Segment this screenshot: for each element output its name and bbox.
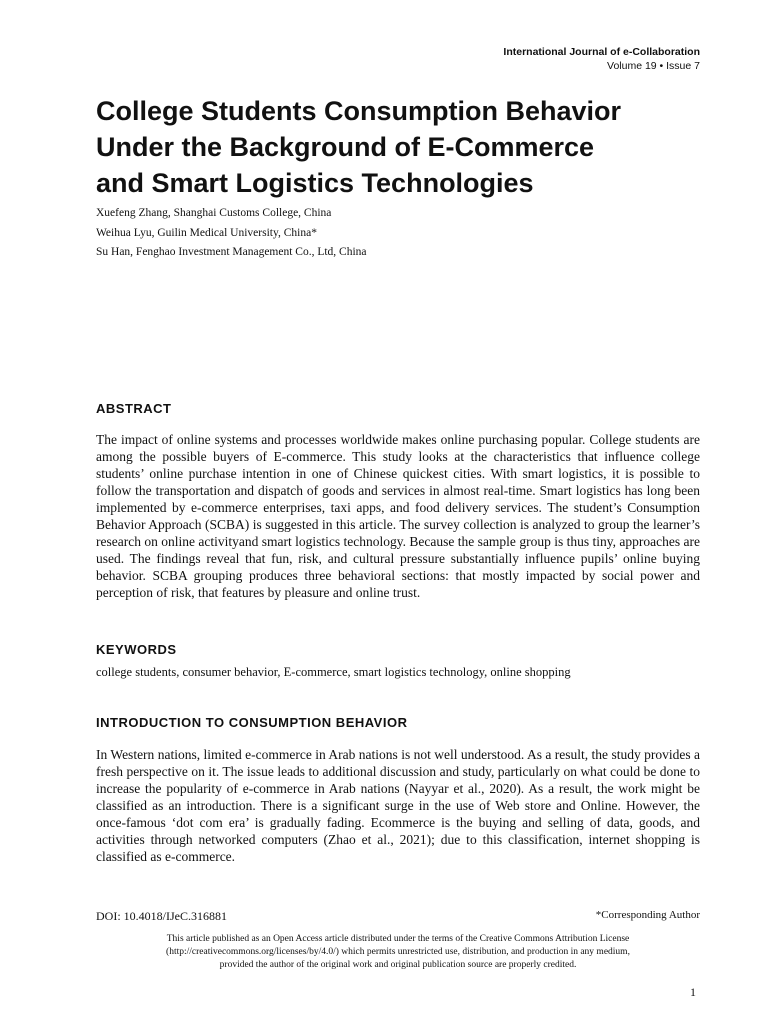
introduction-text: In Western nations, limited e-commerce in Arab nations is not well understood. As a result, the study provides a fresh perspective on it. The issue leads to additional discussion and study, particularly on what could be done to increase the popularity of e-commerce in Arab nations (Nayyar et al., 2020). As a result, the work might be classified as an introduction. There is a significant surge in the use of Web store and Online. However, the once-famous ‘dot com era’ is gradually fading. Ecommerce is the buying and selling of data, goods, and activities through networked computers (Zhao et al., 2021); due to this classification, internet shopping is classified as e-commerce. bbox=[96, 747, 700, 864]
author-list bbox=[96, 204, 367, 263]
paper-title bbox=[96, 93, 696, 201]
journal-name: International Journal of e-Collaboration bbox=[503, 46, 700, 58]
keywords-text: college students, consumer behavior, E-commerce, smart logistics technology, online shopping bbox=[96, 665, 571, 679]
volume-issue: Volume 19 • Issue 7 bbox=[607, 60, 700, 72]
abstract-text: The impact of online systems and processes worldwide makes online purchasing popular. College students are among the possible buyers of E-commerce. This study looks at the characteristics that influence college students’ online purchase intention in one of Chinese quickest cities. With smart logistics, it is possible to follow the transportation and dispatch of goods and services in almost real-time. Smart logistics has long been implemented by e-commerce enterprises, taxi apps, and food delivery services. The student’s Consumption Behavior Approach (SCBA) is suggested in this article. The survey collection is analyzed to group the learner’s research on online activityand smart logistics technology. Because the sample group is thus tiny, approaches are used. The findings reveal that fun, risk, and cultural pressure substantially influence pupils’ online buying behavior. SCBA grouping produces three behavioral sections: that mostly impacted by social power and perception of risk, that features by pleasure and online trust. bbox=[96, 432, 700, 600]
doi: DOI: 10.4018/IJeC.316881 bbox=[96, 909, 227, 923]
license-line: This article published as an Open Access article distributed under the terms of the Creative Commons Attribution License bbox=[166, 934, 630, 944]
author-line: Weihua Lyu, Guilin Medical University, China* bbox=[96, 226, 317, 239]
journal-header bbox=[503, 45, 700, 73]
keywords-heading: KEYWORDS bbox=[96, 642, 177, 657]
title-line: College Students Consumption Behavior bbox=[96, 96, 622, 126]
license-notice bbox=[96, 933, 700, 972]
title-line: Under the Background of E-Commerce bbox=[96, 132, 595, 162]
introduction-heading: INTRODUCTION TO CONSUMPTION BEHAVIOR bbox=[96, 715, 408, 730]
abstract-heading: ABSTRACT bbox=[96, 401, 172, 416]
author-line: Xuefeng Zhang, Shanghai Customs College, China bbox=[96, 207, 332, 219]
license-line: provided the author of the original work and original publication source are properly credited. bbox=[219, 960, 577, 970]
page-number: 1 bbox=[690, 985, 696, 999]
license-line: (http://creativecommons.org/licenses/by/4.0/) which permits unrestricted use, distribution, and production in any medium, bbox=[166, 947, 630, 957]
corresponding-author-note: *Corresponding Author bbox=[595, 909, 700, 921]
author-line: Su Han, Fenghao Investment Management Co., Ltd, China bbox=[96, 246, 367, 258]
title-line: and Smart Logistics Technologies bbox=[96, 168, 534, 198]
